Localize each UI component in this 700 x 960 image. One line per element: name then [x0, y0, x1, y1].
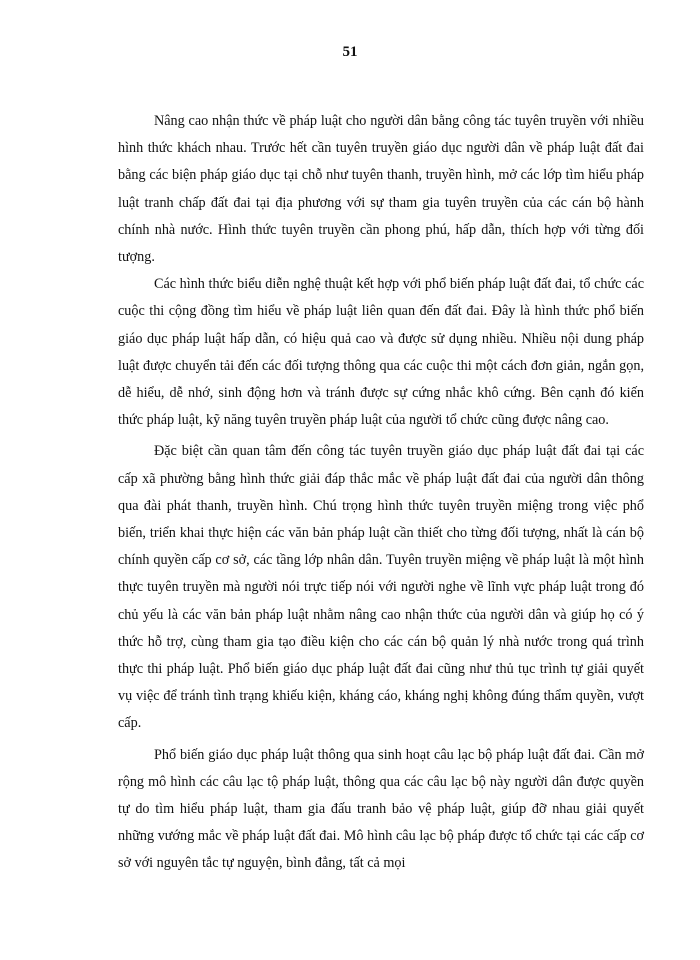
paragraph-local-level-propaganda: Đặc biệt cần quan tâm đến công tác tuyên truyền giáo dục pháp luật đất đai tại các cấp xã phường bằng hình thức giải đáp thắc mắc về pháp luật đất đai của người dân thông qua đài phát thanh, truyền hình. Chú trọng hình thức tuyên truyền miệng trong việc phổ biến, triển khai thực hiện các văn bản pháp luật cần thiết cho từng đối tượng, nhất là cán bộ chính quyền cấp cơ sở, các tầng lớp nhân dân. Tuyên truyền miệng về pháp luật là một hình thực tuyên truyền mà người nói trực tiếp nói với người nghe về lĩnh vực pháp luật trong đó chủ yếu là các văn bản pháp luật nhằm nâng cao nhận thức của người dân và giúp họ có ý thức hỗ trợ, cùng tham gia tạo điều kiện cho các cán bộ quản lý nhà nước trong quá trình thực thi pháp luật. Phổ biến giáo dục pháp luật đất đai cũng như thủ tục trình tự giải quyết vụ việc để tránh tình trạng khiếu kiện, kháng cáo, kháng nghị không đúng thẩm quyền, vượt cấp. — [118, 443, 644, 732]
body-text — [118, 108, 644, 878]
paragraph-awareness-propaganda: Nâng cao nhận thức về pháp luật cho người dân bằng công tác tuyên truyền với nhiều hình thức khách nhau. Trước hết cần tuyên truyền giáo dục người dân về pháp luật đất đai bằng các biện pháp giáo dục tại chỗ như tuyên thanh, truyền hình, mở các lớp tìm hiểu pháp luật tranh chấp đất đai tại địa phương với sự tham gia tuyên truyền của các cán bộ hành chính nhà nước. Hình thức tuyên truyền cần phong phú, hấp dẫn, thích hợp với từng đối tượng. — [118, 113, 644, 266]
page-number: 51 — [342, 44, 358, 60]
paragraph-art-performance-contests: Các hình thức biểu diễn nghệ thuật kết hợp với phổ biến pháp luật đất đai, tổ chức các cuộc thi cộng đồng tìm hiểu về pháp luật liên quan đến đất đai. Đây là hình thức phổ biến giáo dục pháp luật hấp dẫn, có hiệu quả cao và được sử dụng nhiều. Nhiều nội dung pháp luật được chuyển tải đến các đối tượng thông qua các cuộc thi một cách đơn giản, ngắn gọn, dễ hiểu, dễ nhớ, sinh động hơn và tránh được sự cứng nhắc khô cứng. Bên cạnh đó kiến thức pháp luật, kỹ năng tuyên truyền pháp luật của người tổ chức cũng được nâng cao. — [118, 276, 644, 429]
paragraph-legal-club: Phổ biến giáo dục pháp luật thông qua sinh hoạt câu lạc bộ pháp luật đất đai. Cần mở rộng mô hình các câu lạc tộ pháp luật, thông qua các câu lạc bộ này người dân được quyền tự do tìm hiểu pháp luật, tham gia đấu tranh bảo vệ pháp luật, giúp đỡ nhau giải quyết những vướng mắc về pháp luật đất đai. Mô hình câu lạc bộ pháp được tổ chức tại các cấp cơ sở với nguyên tắc tự nguyện, bình đẳng, tất cả mọi — [118, 746, 644, 872]
